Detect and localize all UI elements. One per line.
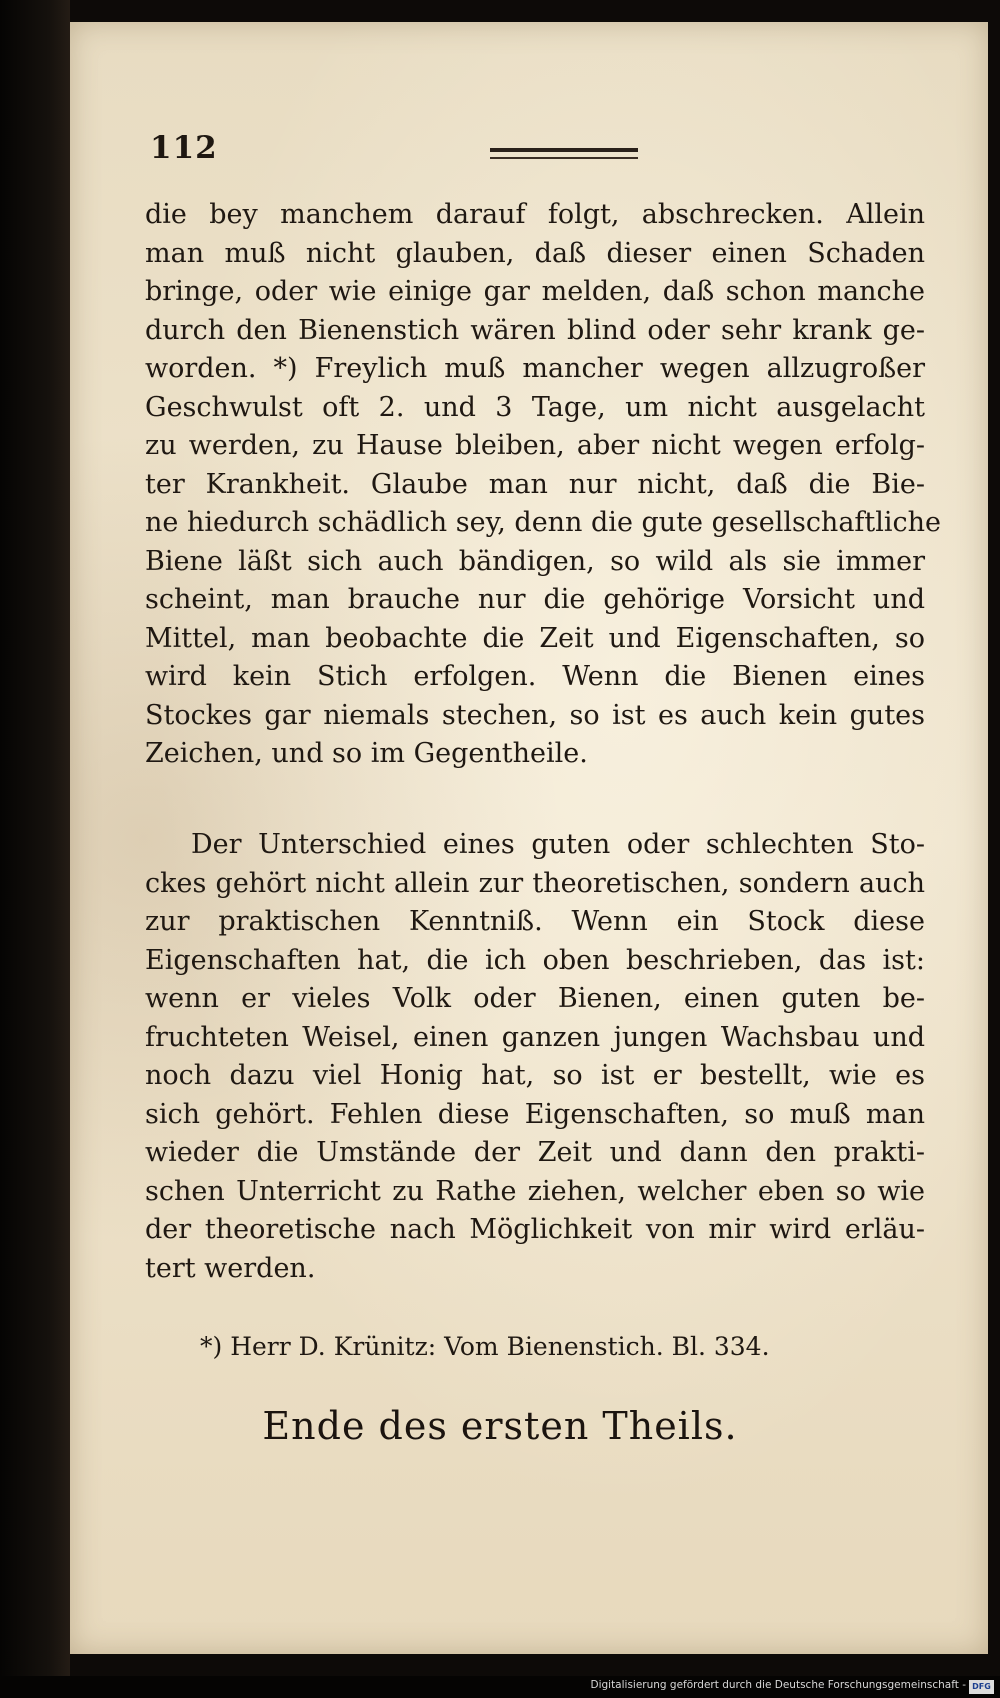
text-line: fruchteten Weisel, einen ganzen jungen Wachsbau und — [145, 1021, 925, 1053]
text-line: Biene läßt sich auch bändigen, so wild als sie immer — [145, 545, 925, 577]
footnote: *) Herr D. Krünitz: Vom Bienenstich. Bl. 334. — [200, 1332, 770, 1361]
text-line: ckes gehört nicht allein zur theoretischen, sondern auch — [145, 867, 925, 899]
end-of-part-heading: Ende des ersten Theils. — [262, 1404, 738, 1448]
text-line: wieder die Umstände der Zeit und dann den prakti- — [145, 1137, 925, 1168]
text-line: ter Krankheit. Glaube man nur nicht, daß die Bie- — [145, 468, 925, 500]
text-line: zur praktischen Kenntniß. Wenn ein Stock diese — [145, 906, 925, 937]
text-line: ne hiedurch schädlich sey, denn die gute gesellschaftliche — [145, 507, 942, 538]
text-line: schen Unterricht zu Rathe ziehen, welcher eben so wie — [145, 1175, 925, 1207]
text-line: worden. *) Freylich muß mancher wegen allzugroßer — [145, 353, 925, 384]
text-line: noch dazu viel Honig hat, so ist er bestellt, wie es — [145, 1060, 925, 1091]
header-rule — [490, 148, 638, 152]
text-line: man muß nicht glauben, daß dieser einen Schaden — [145, 237, 925, 269]
text-line: scheint, man brauche nur die gehörige Vorsicht und — [145, 584, 925, 615]
text-line: sich gehört. Fehlen diese Eigenschaften, so muß man — [145, 1098, 925, 1130]
text-line: bringe, oder wie einige gar melden, daß schon manche — [145, 276, 925, 307]
text-line: Stockes gar niemals stechen, so ist es auch kein gutes — [145, 699, 925, 731]
text-line: die bey manchem darauf folgt, abschrecken. Allein — [145, 199, 925, 230]
text-line: Geschwulst oft 2. und 3 Tage, um nicht ausgelacht — [145, 391, 925, 423]
text-line: tert werden. — [145, 1252, 316, 1284]
page-number: 112 — [150, 130, 218, 166]
text-line: zu werden, zu Hause bleiben, aber nicht wegen erfolg- — [145, 430, 925, 461]
text-line: Eigenschaften hat, die ich oben beschrieben, das ist: — [145, 944, 925, 976]
header-rule-thin — [490, 157, 638, 159]
funding-credit: Digitalisierung gefördert durch die Deutsche Forschungsgemeinschaft - — [590, 1679, 966, 1691]
page-header — [150, 130, 650, 180]
text-line: Zeichen, und so im Gegentheile. — [145, 738, 588, 769]
dfg-logo-icon: DFG — [969, 1680, 994, 1694]
text-line: wird kein Stich erfolgen. Wenn die Bienen eines — [145, 661, 925, 692]
paragraph-1 — [145, 196, 942, 774]
text-line: Mittel, man beobachte die Zeit und Eigenschaften, so — [145, 622, 925, 654]
text-line: Der Unterschied eines guten oder schlechten Sto- — [191, 829, 925, 860]
digitization-footer — [0, 1676, 1000, 1698]
text-line: der theoretische nach Möglichkeit von mir wird erläu- — [145, 1214, 925, 1245]
text-line: wenn er vieles Volk oder Bienen, einen guten be- — [145, 983, 925, 1014]
text-line: durch den Bienenstich wären blind oder sehr krank ge- — [145, 314, 925, 346]
paragraph-2 — [145, 826, 925, 1288]
